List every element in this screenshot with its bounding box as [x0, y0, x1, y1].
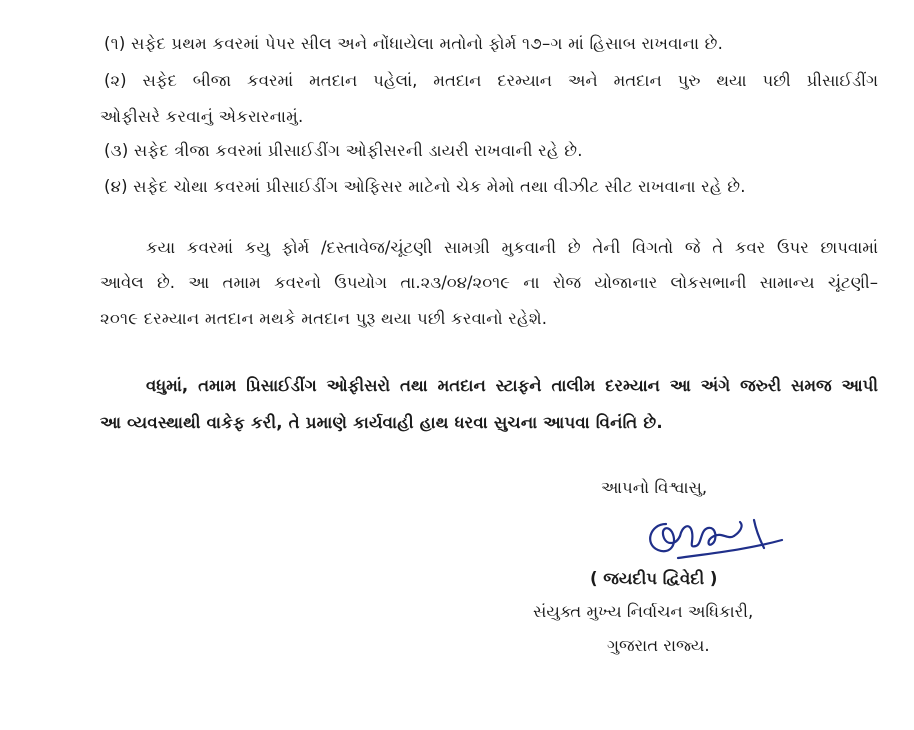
- paragraph-2-line-2: આ વ્યવસ્થાથી વાકેફ કરી, તે પ્રમાણે કાર્યવાહી હાથ ધરવા સુચના આપવા વિનંતિ છે.: [100, 413, 663, 432]
- handwritten-signature: [636, 500, 786, 562]
- closing-salutation: આપનો વિશ્વાસુ,: [601, 478, 708, 497]
- list-item-4: (૪) સફેદ ચોથા કવરમાં પ્રીસાઈડીંગ ઓફિસર માટેનો ચેક મેમો તથા વીઝીટ સીટ રાખવાના રહે છે.: [104, 177, 746, 196]
- paragraph-1-line-3: ૨૦૧૯ દરમ્યાન મતદાન મથકે મતદાન પુરૂ થયા પછી કરવાનો રહેશે.: [100, 309, 548, 328]
- list-item-2-line-2: ઓફીસરે કરવાનું એકરારનામું.: [100, 107, 304, 126]
- paragraph-2-line-1: વધુમાં, તમામ પ્રિસાઈડીંગ ઓફીસરો તથા મતદાન સ્ટાફને તાલીમ દરમ્યાન આ અંગે જરુરી સમજ આપી: [146, 376, 878, 395]
- paragraph-1-line-1: કયા કવરમાં કયુ ફોર્મ /દસ્તાવેજ/ચૂંટણી સામગ્રી મુકવાની છે તેની વિગતો જે તે કવર ઉપર છાપવામાં: [146, 238, 878, 257]
- signatory-name: ( જયદીપ દ્વિવેદી ): [590, 569, 718, 588]
- list-item-2-line-1: (૨) સફેદ બીજા કવરમાં મતદાન પહેલાં, મતદાન દરમ્યાન અને મતદાન પુરુ થયા પછી પ્રીસાઈડીંગ: [104, 71, 878, 90]
- signatory-designation: સંયુક્ત મુખ્ય નિર્વાચન અધિકારી,: [533, 602, 754, 621]
- list-item-3: (૩) સફેદ ત્રીજા કવરમાં પ્રીસાઈડીંગ ઓફીસરની ડાયરી રાખવાની રહે છે.: [104, 141, 583, 160]
- list-item-1: (૧) સફેદ પ્રથમ કવરમાં પેપર સીલ અને નોંધાયેલા મતોનો ફોર્મ ૧૭–ગ માં હિસાબ રાખવાના છે.: [104, 34, 724, 53]
- signatory-state: ગુજરાત રાજ્ય.: [607, 636, 710, 655]
- paragraph-1-line-2: આવેલ છે. આ તમામ કવરનો ઉપયોગ તા.૨૩/૦૪/૨૦૧૯ ના રોજ યોજાનાર લોકસભાની સામાન્ય ચૂંટણી–: [100, 273, 878, 292]
